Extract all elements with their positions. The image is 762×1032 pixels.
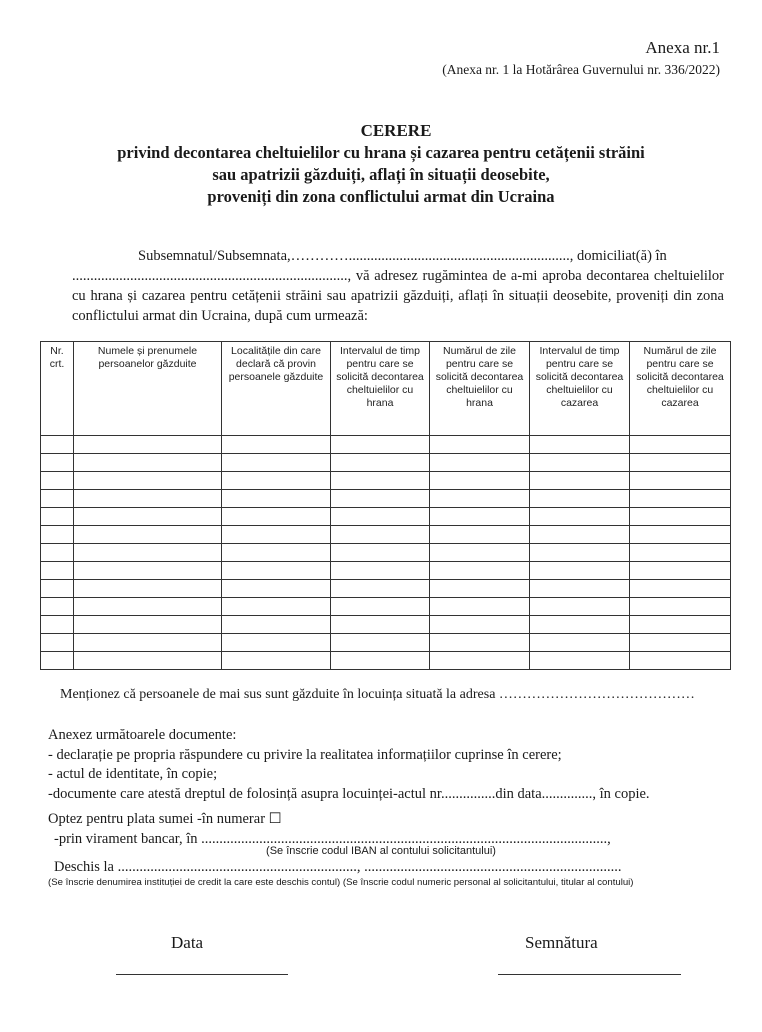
table-cell[interactable] (331, 436, 430, 454)
table-cell[interactable] (430, 634, 530, 652)
column-header-food-interval: Intervalul de timp pentru care se solicită decontarea cheltuielilor cu hrana (331, 342, 430, 436)
table-cell[interactable] (41, 436, 74, 454)
table-cell[interactable] (74, 526, 222, 544)
documents-section (48, 726, 728, 849)
table-cell[interactable] (430, 562, 530, 580)
table-row (41, 490, 731, 508)
table-cell[interactable] (430, 598, 530, 616)
opened-at-note: (Se înscrie denumirea instituției de credit la care este deschis contul) (Se înscrie codul numeric personal al solicitantului, titular al contului) (48, 877, 634, 888)
table-cell[interactable] (630, 526, 731, 544)
table-cell[interactable] (430, 508, 530, 526)
table-cell[interactable] (530, 454, 630, 472)
table-cell[interactable] (430, 472, 530, 490)
column-header-locality: Localitățile din care declară că provin persoanele găzduite (222, 342, 331, 436)
table-row (41, 544, 731, 562)
table-cell[interactable] (331, 634, 430, 652)
table-cell[interactable] (530, 598, 630, 616)
table-cell[interactable] (74, 598, 222, 616)
table-cell[interactable] (630, 454, 731, 472)
table-cell[interactable] (74, 490, 222, 508)
table-cell[interactable] (41, 454, 74, 472)
table-cell[interactable] (430, 436, 530, 454)
table-cell[interactable] (630, 634, 731, 652)
table-cell[interactable] (630, 580, 731, 598)
table-cell[interactable] (41, 490, 74, 508)
table-cell[interactable] (74, 472, 222, 490)
table-cell[interactable] (630, 616, 731, 634)
title-line-2: sau apatrizii găzduiți, aflați în situații deosebite, (212, 165, 550, 184)
table-cell[interactable] (630, 598, 731, 616)
table-cell[interactable] (222, 562, 331, 580)
table-cell[interactable] (41, 508, 74, 526)
table-cell[interactable] (630, 562, 731, 580)
title-line-1: privind decontarea cheltuielilor cu hrana și cazarea pentru cetățenii străini (117, 143, 645, 162)
date-label: Data (171, 933, 204, 952)
table-cell[interactable] (41, 634, 74, 652)
annex-label: Anexa nr.1 (645, 38, 720, 57)
table-cell[interactable] (222, 526, 331, 544)
column-header-lodging-interval: Intervalul de timp pentru care se solicită decontarea cheltuielilor cu cazarea (530, 342, 630, 436)
table-cell[interactable] (74, 508, 222, 526)
signature-label: Semnătura (525, 933, 598, 952)
column-header-lodging-days: Numărul de zile pentru care se solicită decontarea cheltuielilor cu cazarea (630, 342, 731, 436)
table-cell[interactable] (222, 454, 331, 472)
date-line (116, 974, 288, 975)
table-row (41, 652, 731, 670)
address-note: Menționez că persoanele de mai sus sunt găzduite în locuința situată la adresa …………………………………… (60, 687, 695, 702)
table-cell[interactable] (331, 652, 430, 670)
table-cell[interactable] (430, 454, 530, 472)
iban-note: (Se înscrie codul IBAN al contului solicitantului) (266, 845, 496, 857)
table-cell[interactable] (630, 652, 731, 670)
title-main: CERERE (360, 121, 432, 140)
table-cell[interactable] (430, 526, 530, 544)
table-cell[interactable] (74, 454, 222, 472)
table-cell[interactable] (331, 526, 430, 544)
table-cell[interactable] (74, 616, 222, 634)
opened-at-line: Deschis la .................................................................., ....................................................................... (54, 859, 622, 875)
table-cell[interactable] (74, 436, 222, 454)
table-row (41, 526, 731, 544)
table-cell[interactable] (530, 652, 630, 670)
documents-intro: Anexez următoarele documente: (48, 727, 237, 743)
table-cell[interactable] (530, 472, 630, 490)
table-cell[interactable] (41, 652, 74, 670)
table-cell[interactable] (430, 580, 530, 598)
table-cell[interactable] (530, 580, 630, 598)
table-cell[interactable] (222, 634, 331, 652)
table-cell[interactable] (630, 490, 731, 508)
table-row (41, 616, 731, 634)
table-cell[interactable] (630, 544, 731, 562)
document-item-id: - actul de identitate, în copie; (48, 766, 218, 782)
table-cell[interactable] (530, 616, 630, 634)
table-cell[interactable] (331, 580, 430, 598)
table-row (41, 562, 731, 580)
column-header-food-days: Numărul de zile pentru care se solicită decontarea cheltuielilor cu hrana (430, 342, 530, 436)
table-cell[interactable] (331, 508, 430, 526)
table-cell[interactable] (530, 544, 630, 562)
payment-cash-label: Optez pentru plata sumei -în numerar (48, 811, 266, 827)
table-cell[interactable] (530, 490, 630, 508)
table-cell[interactable] (222, 544, 331, 562)
column-header-name: Numele și prenumele persoanelor găzduite (74, 342, 222, 436)
table-cell[interactable] (222, 580, 331, 598)
intro-line-2: ............................................................................, vă adresez rugămintea de a-mi aproba decontarea cheltuielilor cu hrana și cazarea pentru cetățenii străini sau apatrizii găzduiți, aflați în situații deosebite, proveniți din zona conflictului armat din Ucraina, după cum urmează: (72, 268, 724, 324)
table-cell[interactable] (331, 472, 430, 490)
table-cell[interactable] (222, 472, 331, 490)
table-cell[interactable] (74, 562, 222, 580)
cash-checkbox[interactable]: ☐ (268, 811, 282, 827)
table-cell[interactable] (74, 634, 222, 652)
table-row (41, 436, 731, 454)
table-cell[interactable] (430, 490, 530, 508)
title-line-3: proveniți din zona conflictului armat din Ucraina (207, 187, 555, 206)
table-cell[interactable] (331, 454, 430, 472)
payment-bank-option: -prin virament bancar, în ................................................................................................................, (54, 830, 611, 847)
table-row (41, 472, 731, 490)
table-header-row (41, 342, 731, 436)
table-cell[interactable] (41, 526, 74, 544)
table-cell[interactable] (41, 580, 74, 598)
table-cell[interactable] (41, 472, 74, 490)
table-cell[interactable] (41, 562, 74, 580)
table-row (41, 634, 731, 652)
table-cell[interactable] (530, 508, 630, 526)
intro-paragraph (72, 246, 724, 326)
table-cell[interactable] (222, 490, 331, 508)
table-cell[interactable] (630, 508, 731, 526)
table-cell[interactable] (222, 436, 331, 454)
table-cell[interactable] (530, 526, 630, 544)
table-row (41, 598, 731, 616)
table-cell[interactable] (530, 562, 630, 580)
document-item-declaration: - declarație pe propria răspundere cu privire la realitatea informațiilor cuprinse în cerere; (48, 746, 562, 763)
table-cell[interactable] (430, 652, 530, 670)
column-header-nr: Nr. crt. (41, 342, 74, 436)
table-cell[interactable] (74, 580, 222, 598)
table-cell[interactable] (530, 634, 630, 652)
table-cell[interactable] (331, 562, 430, 580)
annex-source: (Anexa nr. 1 la Hotărârea Guvernului nr. 336/2022) (442, 62, 720, 77)
document-item-usage-right: -documente care atestă dreptul de folosință asupra locuinței-actul nr...............din data.............., în copie. (48, 785, 650, 802)
table-cell[interactable] (222, 508, 331, 526)
table-row (41, 580, 731, 598)
table-row (41, 508, 731, 526)
table-cell[interactable] (630, 436, 731, 454)
table-cell[interactable] (630, 472, 731, 490)
table-row (41, 454, 731, 472)
intro-line-1: Subsemnatul/Subsemnata,…………............................................................., domiciliat(ă) în (138, 248, 667, 264)
table-cell[interactable] (222, 652, 331, 670)
table-cell[interactable] (41, 544, 74, 562)
persons-table (40, 341, 731, 670)
form-title (0, 120, 762, 208)
table-cell[interactable] (331, 616, 430, 634)
table-cell[interactable] (74, 652, 222, 670)
payment-cash-option (48, 810, 728, 830)
table-cell[interactable] (222, 616, 331, 634)
table-cell[interactable] (74, 544, 222, 562)
table-cell[interactable] (41, 616, 74, 634)
table-cell[interactable] (331, 598, 430, 616)
table-cell[interactable] (331, 490, 430, 508)
table-cell[interactable] (222, 598, 331, 616)
table-cell[interactable] (430, 616, 530, 634)
table-cell[interactable] (331, 544, 430, 562)
table-body (41, 436, 731, 670)
table-cell[interactable] (41, 598, 74, 616)
signature-line (498, 974, 681, 975)
table-cell[interactable] (430, 544, 530, 562)
table-cell[interactable] (530, 436, 630, 454)
